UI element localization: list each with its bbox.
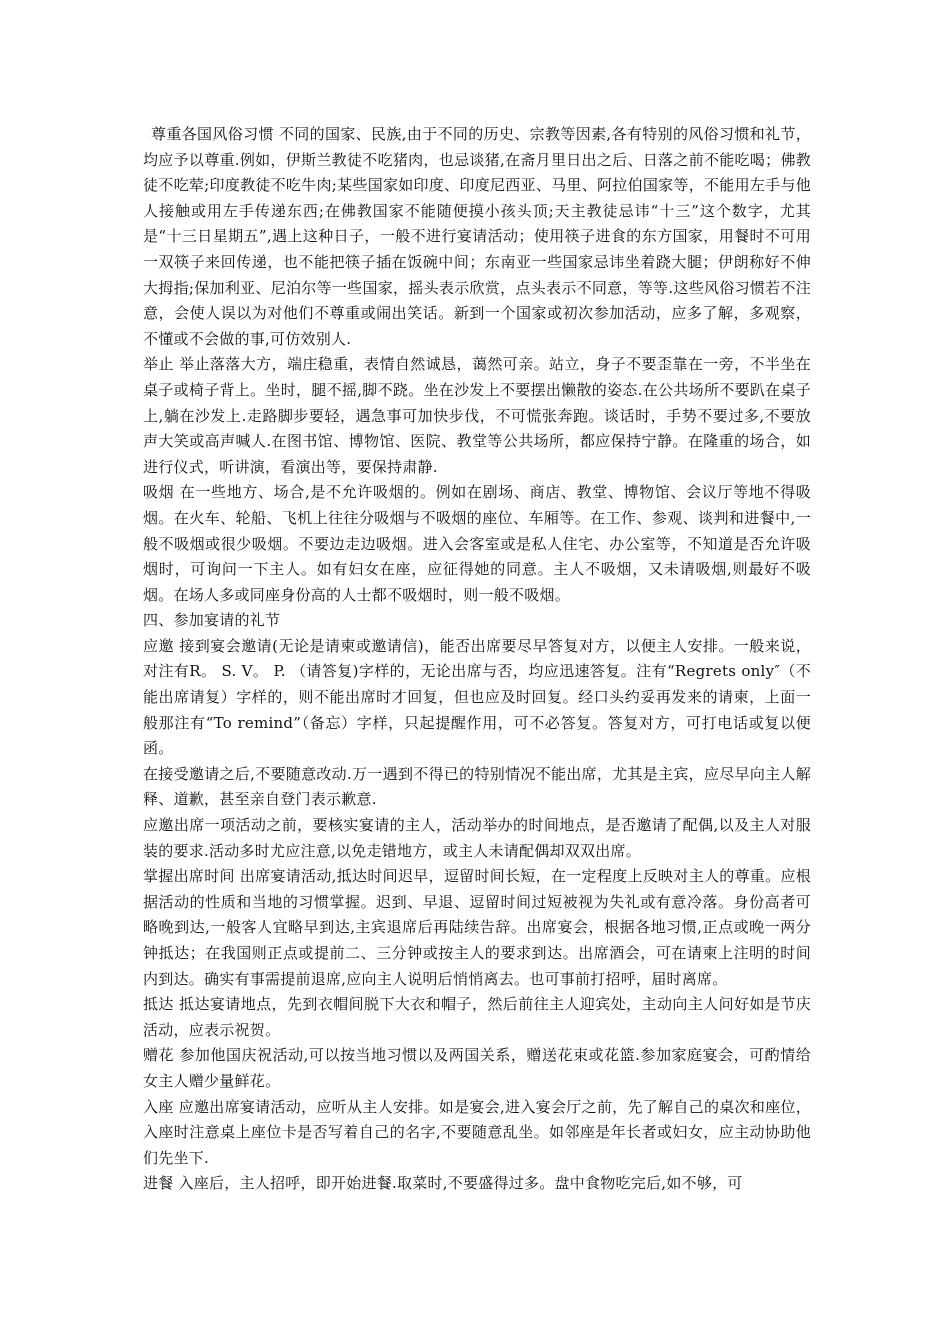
paragraph-before-attending: 应邀出席一项活动之前，要核实宴请的主人，活动举办的时间地点，是否邀请了配偶,以及主人对服装的要求.活动多时尤应注意,以免走错地方，或主人未请配偶却双双出席。 [143, 816, 811, 860]
paragraph-attendance-time: 掌握出席时间 出席宴请活动,抵达时间迟早，逗留时间长短，在一定程度上反映对主人的尊重。应根据活动的性质和当地的习惯掌握。迟到、早退、逗留时间过短被视为失礼或有意冷落。身份高者可略晚到达,一般客人宜略早到达,主宾退席后再陆续告辞。出席宴会，根据各地习惯,正点或晚一两分钟抵达；在我国则正点或提前二、三分钟或按主人的要求到达。出席酒会，可在请柬上注明的时间内到达。确实有事需提前退席,应向主人说明后悄悄离去。也可事前打招呼，届时离席。 [143, 867, 811, 988]
paragraph-smoking: 吸烟 在一些地方、场合,是不允许吸烟的。例如在剧场、商店、教堂、博物馆、会议厅等地不得吸烟。在火车、轮船、飞机上往往分吸烟与不吸烟的座位、车厢等。在工作、参观、谈判和进餐中,一般不吸烟或很少吸烟。不要边走边吸烟。进入会客室或是私人住宅、办公室等，不知道是否允许吸烟时，可询问一下主人。如有妇女在座，应征得她的同意。主人不吸烟，又未请吸烟,则最好不吸烟。在场人多或同座身份高的人士都不吸烟时，则一般不吸烟。 [143, 483, 811, 604]
paragraph-flowers: 赠花 参加他国庆祝活动,可以按当地习惯以及两国关系，赠送花束或花篮.参加家庭宴会，可酌情给女主人赠少量鲜花。 [143, 1046, 811, 1090]
paragraph-customs: 尊重各国风俗习惯 不同的国家、民族,由于不同的历史、宗教等因素,各有特别的风俗习惯和礼节，均应予以尊重.例如，伊斯兰教徒不吃猪肉，也忌谈猪,在斋月里日出之后、日落之前不能吃喝；佛教徒不吃荤;印度教徒不吃牛肉;某些国家如印度、印度尼西亚、马里、阿拉伯国家等，不能用左手与他人接触或用左手传递东西;在佛教国家不能随便摸小孩头顶;天主教徒忌讳“十三”这个数字，尤其是“十三日星期五”,遇上这种日子，一般不进行宴请活动；使用筷子进食的东方国家，用餐时不可用一双筷子来回传递，也不能把筷子插在饭碗中间；东南亚一些国家忌讳坐着跷大腿；伊朗称好不伸大拇指;保加利亚、尼泊尔等一些国家，摇头表示欣赏，点头表示不同意，等等.这些风俗习惯若不注意，会使人误以为对他们不尊重或闹出笑话。新到一个国家或初次参加活动，应多了解，多观察，不懂或不会做的事,可仿效别人. [143, 125, 811, 348]
paragraph-seating: 入座 应邀出席宴请活动，应听从主人安排。如是宴会,进入宴会厅之前，先了解自己的桌次和座位，入座时注意桌上座位卡是否写着自己的名字,不要随意乱坐。如邻座是年长者或妇女，应主动协助他们先坐下. [143, 1097, 811, 1167]
paragraph-dining: 进餐 入座后，主人招呼，即开始进餐.取菜时,不要盛得过多。盘中食物吃完后,如不够，可 [143, 1174, 743, 1193]
paragraph-invitation: 应邀 接到宴会邀请(无论是请柬或邀请信)，能否出席要尽早答复对方，以便主人安排。一般来说，对注有R。 S. V。 P. （请答复)字样的，无论出席与否，均应迅速答复。注有“Regrets only″（不能出席请复）字样的，则不能出席时才回复，但也应及时回复。经口头约妥再发来的请柬，上面一般那注有“To remind”（备忘）字样，只起提醒作用，可不必答复。答复对方，可打电话或复以便函。 [143, 636, 811, 758]
paragraph-arrival: 抵达 抵达宴请地点，先到衣帽间脱下大衣和帽子，然后前往主人迎宾处，主动向主人问好如是节庆活动，应表示祝贺。 [143, 995, 811, 1039]
paragraph-manners: 举止 举止落落大方，端庄稳重，表情自然诚恳，蔼然可亲。站立，身子不要歪靠在一旁，不半坐在桌子或椅子背上。坐时，腿不摇,脚不跷。坐在沙发上不要摆出懒散的姿态.在公共场所不要趴在桌子上,躺在沙发上.走路脚步要轻，遇急事可加快步伐，不可慌张奔跑。谈话时，手势不要过多,不要放声大笑或高声喊人.在图书馆、博物馆、医院、教堂等公共场所，都应保持宁静。在隆重的场合，如进行仪式，听讲演，看演出等，要保持肃静. [143, 355, 811, 476]
document-body [143, 122, 811, 1197]
section-heading-banquet-etiquette: 四、参加宴请的礼节 [143, 611, 281, 630]
paragraph-after-accepting: 在接受邀请之后,不要随意改动.万一遇到不得已的特别情况不能出席，尤其是主宾，应尽早向主人解释、道歉，甚至亲自登门表示歉意. [143, 764, 811, 809]
